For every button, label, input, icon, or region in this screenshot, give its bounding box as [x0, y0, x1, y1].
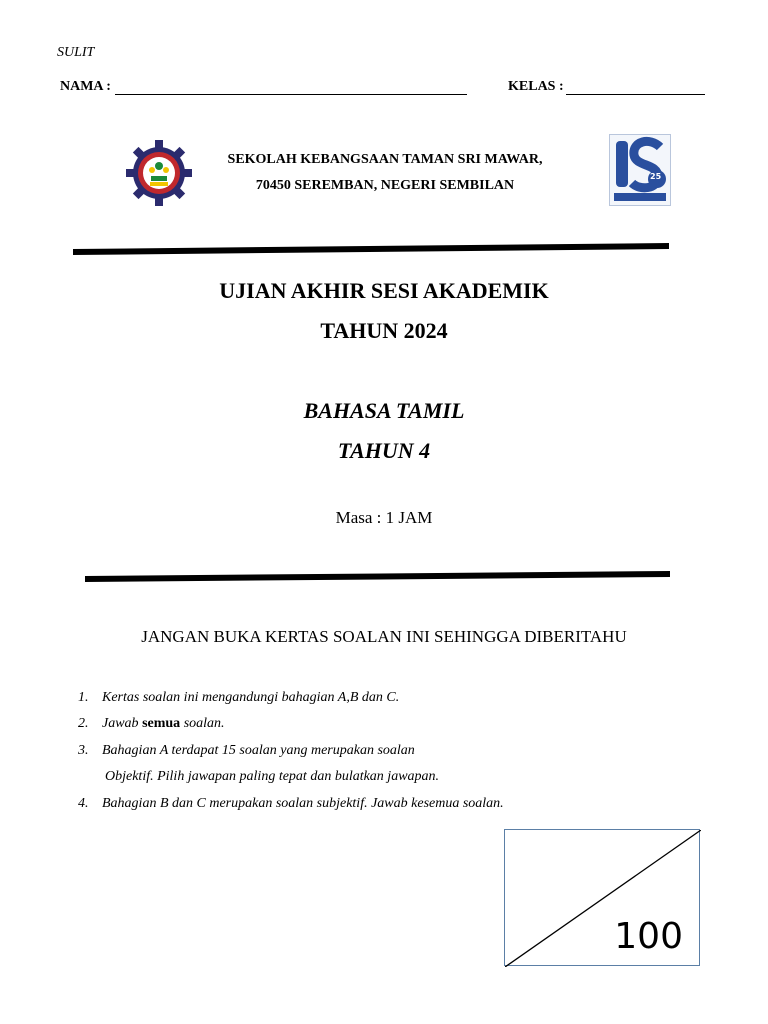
instruction-item: [78, 716, 225, 732]
instruction-text: Objektif. Pilih jawapan paling tepat dan bulatkan jawapan.: [105, 769, 440, 784]
exam-duration: Masa : 1 JAM: [335, 508, 433, 527]
instruction-text: Kertas soalan ini mengandungi bahagian A,B dan C.: [102, 690, 400, 705]
exam-year: TAHUN 2024: [320, 318, 448, 343]
confidential-label: SULIT: [57, 45, 95, 60]
instruction-text: Bahagian A terdapat 15 soalan yang merupakan soalan: [102, 743, 415, 758]
instruction-item: [78, 796, 504, 812]
nama-field[interactable]: [115, 79, 467, 95]
instruction-emphasis: semua: [142, 716, 181, 731]
nama-label: NAMA :: [60, 79, 111, 94]
instruction-number: 3.: [78, 743, 89, 758]
instruction-item: [78, 743, 415, 759]
score-box[interactable]: [504, 829, 700, 966]
exam-title: UJIAN AKHIR SESI AKADEMIK: [219, 278, 549, 303]
instruction-text: Bahagian B dan C merupakan soalan subjektif. Jawab kesemua soalan.: [102, 796, 504, 811]
subject-title: BAHASA TAMIL: [303, 398, 465, 423]
instruction-item: [78, 690, 399, 706]
school-address: 70450 SEREMBAN, NEGERI SEMBILAN: [255, 178, 515, 193]
instruction-number: 4.: [78, 796, 89, 811]
school-name: SEKOLAH KEBANGSAAN TAMAN SRI MAWAR,: [227, 152, 543, 167]
bottom-divider: [84, 570, 674, 584]
program-logo-number: 25: [650, 172, 662, 181]
level-title: TAHUN 4: [337, 438, 431, 463]
kelas-field[interactable]: [566, 79, 705, 95]
warning-notice: JANGAN BUKA KERTAS SOALAN INI SEHINGGA DIBERITAHU: [141, 627, 627, 646]
instruction-text: soalan.: [180, 716, 225, 731]
instruction-number: 1.: [78, 690, 89, 705]
instruction-item: [105, 769, 439, 785]
instruction-number: 2.: [78, 716, 89, 731]
program-logo: [609, 134, 671, 206]
score-total: 100: [614, 916, 683, 957]
school-logo: [126, 140, 192, 206]
kelas-label: KELAS :: [508, 79, 564, 94]
top-divider: [72, 242, 672, 256]
instruction-text: Jawab: [102, 716, 143, 731]
